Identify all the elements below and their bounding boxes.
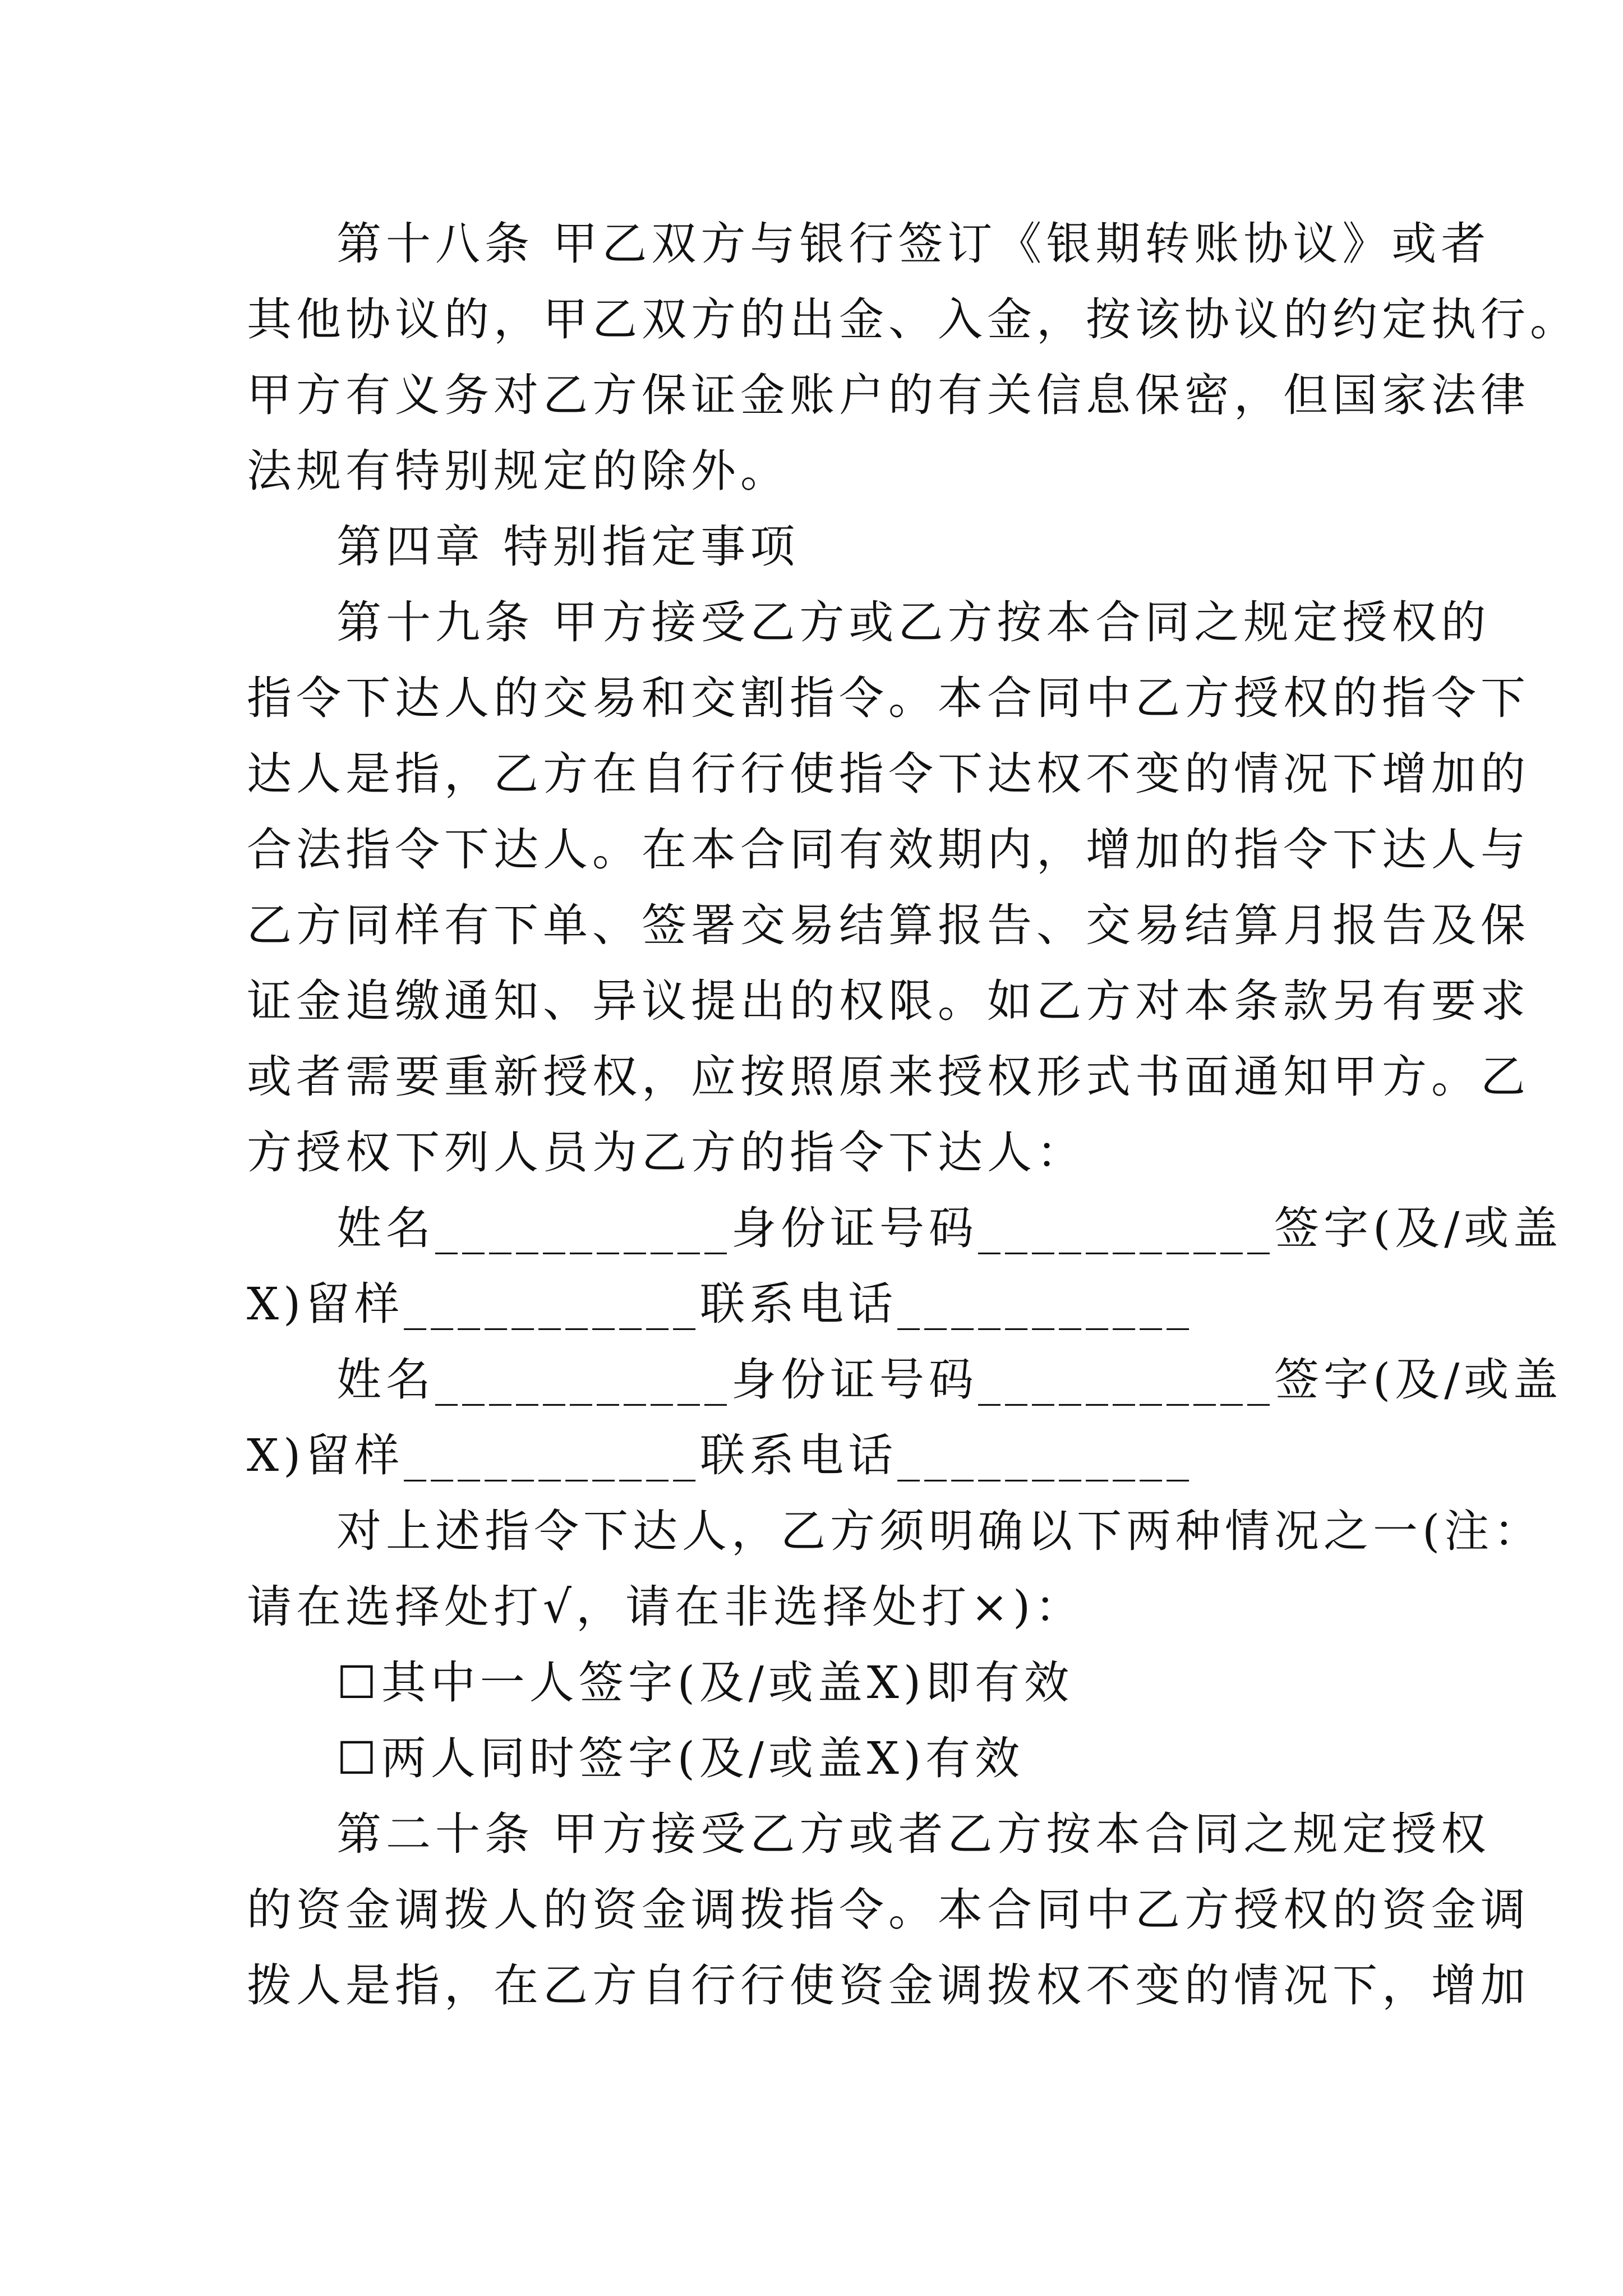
text-line: 第十八条 甲乙双方与银行签订《银期转账协议》或者: [336, 218, 1491, 270]
text-line: 请在选择处打√，请在非选择处打×)：: [247, 1581, 1085, 1633]
text-line: 法规有特别规定的除外。: [247, 445, 790, 497]
form-field-line: 姓名___________身份证号码___________签字(及/或盖: [336, 1202, 1563, 1254]
text-line: 达人是指，乙方在自行行使指令下达权不变的情况下增加的: [247, 748, 1530, 800]
form-field-line: X)留样___________联系电话___________: [247, 1278, 1194, 1330]
checkbox-option: ☐两人同时签字(及/或盖X)有效: [336, 1732, 1025, 1784]
text-line: 第十九条 甲方接受乙方或乙方按本合同之规定授权的: [336, 596, 1491, 648]
text-line: 拨人是指，在乙方自行行使资金调拨权不变的情况下，增加: [247, 1959, 1530, 2012]
text-line: 其他协议的，甲乙双方的出金、入金，按该协议的约定执行。: [247, 293, 1579, 346]
text-line: 甲方有义务对乙方保证金账户的有关信息保密，但国家法律: [247, 369, 1530, 421]
text-line: 合法指令下达人。在本合同有效期内，增加的指令下达人与: [247, 823, 1530, 876]
chapter-heading: 第四章 特别指定事项: [336, 521, 800, 573]
text-line: 第二十条 甲方接受乙方或者乙方按本合同之规定授权: [336, 1808, 1491, 1860]
text-line: 的资金调拨人的资金调拨指令。本合同中乙方授权的资金调: [247, 1884, 1530, 1936]
form-field-line: 姓名___________身份证号码___________签字(及/或盖: [336, 1354, 1563, 1406]
text-line: 指令下达人的交易和交割指令。本合同中乙方授权的指令下: [247, 672, 1530, 724]
text-line: 方授权下列人员为乙方的指令下达人：: [247, 1126, 1086, 1179]
text-line: 乙方同样有下单、签署交易结算报告、交易结算月报告及保: [247, 899, 1530, 951]
text-line: 证金追缴通知、异议提出的权限。如乙方对本条款另有要求: [247, 975, 1530, 1027]
checkbox-option: ☐其中一人签字(及/或盖X)即有效: [336, 1657, 1074, 1709]
form-field-line: X)留样___________联系电话___________: [247, 1429, 1194, 1481]
text-line: 对上述指令下达人，乙方须明确以下两种情况之一(注：: [336, 1505, 1543, 1557]
text-line: 或者需要重新授权，应按照原来授权形式书面通知甲方。乙: [247, 1051, 1530, 1103]
